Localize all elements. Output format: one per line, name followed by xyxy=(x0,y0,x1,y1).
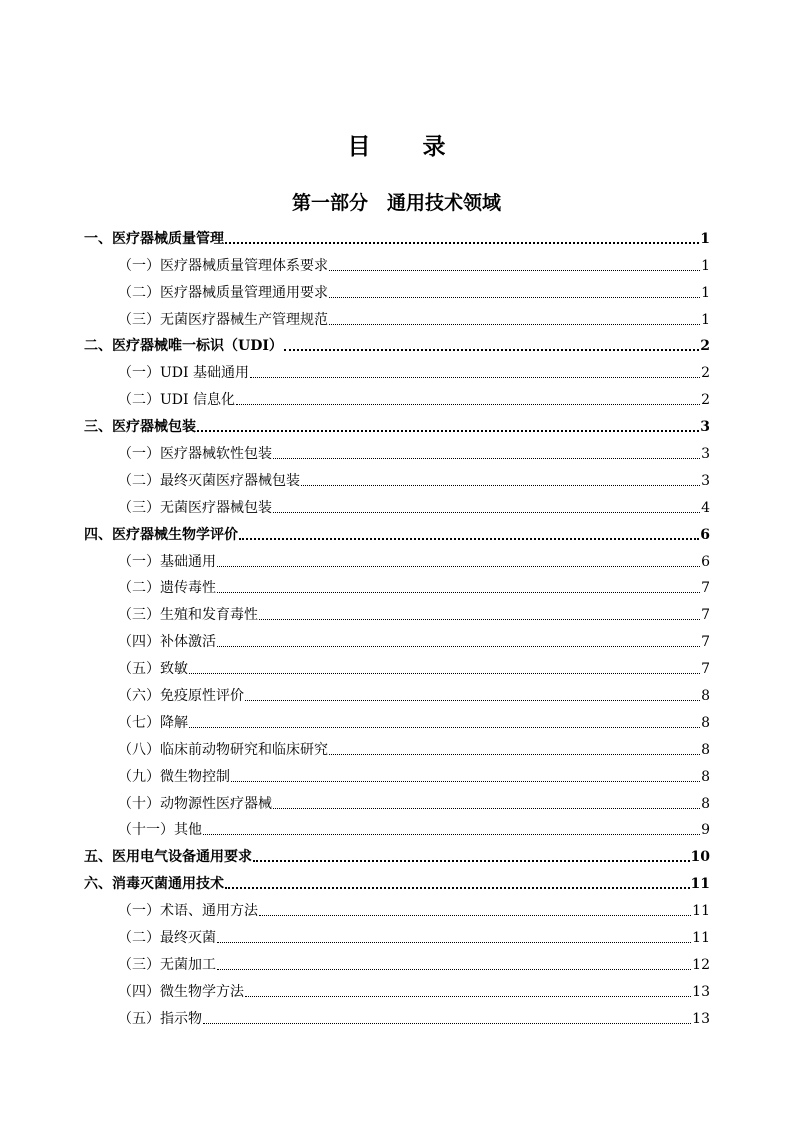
toc-page-number: 8 xyxy=(701,741,710,758)
toc-subsection-entry[interactable] xyxy=(84,1004,710,1031)
toc-entry-label: （一）医疗器械软性包装 xyxy=(118,446,272,463)
toc-entry-label: （七）降解 xyxy=(118,714,188,731)
toc-dot-leader xyxy=(197,430,699,432)
toc-dot-leader xyxy=(225,887,690,889)
toc-page-number: 1 xyxy=(700,230,710,247)
toc-dot-leader xyxy=(273,512,700,513)
toc-subsection-entry[interactable] xyxy=(84,466,710,493)
toc-page-number: 9 xyxy=(701,822,710,839)
toc-page-number: 8 xyxy=(701,795,710,812)
toc-page-number: 6 xyxy=(701,553,710,570)
toc-dot-leader xyxy=(273,808,700,809)
toc-section-entry[interactable] xyxy=(84,842,710,869)
toc-dot-leader xyxy=(231,781,700,782)
toc-dot-leader xyxy=(203,1023,691,1024)
toc-page-number: 1 xyxy=(701,257,710,274)
toc-entry-label: （八）临床前动物研究和临床研究 xyxy=(118,741,328,758)
toc-subsection-entry[interactable] xyxy=(84,600,710,627)
toc-page-number: 12 xyxy=(692,956,710,973)
toc-entry-label: （一）UDI 基础通用 xyxy=(118,365,250,382)
toc-page-number: 8 xyxy=(701,768,710,785)
toc-dot-leader xyxy=(217,646,700,647)
toc-subsection-entry[interactable] xyxy=(84,627,710,654)
toc-entry-label: （三）无菌医疗器械包装 xyxy=(118,499,272,516)
toc-entry-label: （二）医疗器械质量管理通用要求 xyxy=(118,284,328,301)
toc-dot-leader xyxy=(189,673,700,674)
toc-dot-leader xyxy=(284,349,699,351)
toc-section-entry[interactable] xyxy=(84,412,710,439)
toc-page-number: 11 xyxy=(692,903,710,920)
toc-entry-label: 四、医疗器械生物学评价 xyxy=(84,526,238,543)
toc-subsection-entry[interactable] xyxy=(84,923,710,950)
toc-entry-label: （一）医疗器械质量管理体系要求 xyxy=(118,257,328,274)
toc-page-number: 8 xyxy=(701,714,710,731)
toc-subsection-entry[interactable] xyxy=(84,708,710,735)
toc-page-number: 3 xyxy=(701,472,710,489)
toc-page-number: 10 xyxy=(690,849,710,866)
toc-page-number: 13 xyxy=(692,1010,710,1027)
toc-page-number: 6 xyxy=(700,526,710,543)
toc-page-number: 13 xyxy=(692,983,710,1000)
toc-entry-label: （十一）其他 xyxy=(118,822,202,839)
toc-subsection-entry[interactable] xyxy=(84,681,710,708)
toc-dot-leader xyxy=(239,538,699,540)
toc-title: 目 录 xyxy=(347,133,468,160)
table-of-contents xyxy=(84,224,710,1031)
toc-entry-label: （十）动物源性医疗器械 xyxy=(118,795,272,812)
toc-dot-leader xyxy=(259,915,691,916)
toc-entry-label: （五）指示物 xyxy=(118,1010,202,1027)
toc-page-number: 7 xyxy=(701,634,710,651)
toc-subsection-entry[interactable] xyxy=(84,950,710,977)
toc-page-number: 7 xyxy=(701,580,710,597)
toc-entry-label: （六）免疫原性评价 xyxy=(118,688,244,705)
toc-dot-leader xyxy=(301,485,700,486)
toc-page-number: 11 xyxy=(690,876,710,893)
toc-page-number: 11 xyxy=(692,930,710,947)
toc-page-number: 7 xyxy=(701,661,710,678)
toc-dot-leader xyxy=(329,754,700,755)
toc-dot-leader xyxy=(217,592,700,593)
toc-dot-leader xyxy=(245,996,691,997)
toc-section-entry[interactable] xyxy=(84,869,710,896)
toc-subsection-entry[interactable] xyxy=(84,251,710,278)
toc-entry-label: （四）补体激活 xyxy=(118,634,216,651)
toc-entry-label: （三）无菌加工 xyxy=(118,956,216,973)
toc-dot-leader xyxy=(217,969,691,970)
toc-entry-label: 六、消毒灭菌通用技术 xyxy=(84,876,224,893)
toc-entry-label: （三）生殖和发育毒性 xyxy=(118,607,258,624)
toc-dot-leader xyxy=(245,700,700,701)
toc-page-number: 4 xyxy=(701,499,710,516)
toc-entry-label: （五）致敏 xyxy=(118,661,188,678)
toc-dot-leader xyxy=(250,377,700,378)
toc-dot-leader xyxy=(329,297,700,298)
toc-subsection-entry[interactable] xyxy=(84,278,710,305)
toc-subsection-entry[interactable] xyxy=(84,358,710,385)
toc-entry-label: （一）术语、通用方法 xyxy=(118,903,258,920)
toc-subsection-entry[interactable] xyxy=(84,547,710,574)
toc-page-number: 1 xyxy=(701,284,710,301)
toc-page-number: 7 xyxy=(701,607,710,624)
toc-dot-leader xyxy=(217,942,691,943)
toc-subsection-entry[interactable] xyxy=(84,762,710,789)
toc-subsection-entry[interactable] xyxy=(84,896,710,923)
toc-entry-label: （四）微生物学方法 xyxy=(118,983,244,1000)
toc-entry-label: 五、医用电气设备通用要求 xyxy=(84,849,252,866)
toc-subsection-entry[interactable] xyxy=(84,816,710,843)
toc-entry-label: 一、医疗器械质量管理 xyxy=(84,230,224,247)
toc-page-number: 3 xyxy=(701,446,710,463)
toc-section-entry[interactable] xyxy=(84,520,710,547)
toc-section-entry[interactable] xyxy=(84,332,710,359)
toc-dot-leader xyxy=(236,404,700,405)
toc-subsection-entry[interactable] xyxy=(84,574,710,601)
toc-entry-label: （一）基础通用 xyxy=(118,553,216,570)
toc-dot-leader xyxy=(253,860,690,862)
toc-dot-leader xyxy=(259,619,700,620)
toc-subsection-entry[interactable] xyxy=(84,735,710,762)
toc-subsection-entry[interactable] xyxy=(84,385,710,412)
toc-dot-leader xyxy=(217,566,700,567)
toc-page-number: 1 xyxy=(701,311,710,328)
toc-section-entry[interactable] xyxy=(84,224,710,251)
toc-entry-label: （二）UDI 信息化 xyxy=(118,392,236,409)
toc-entry-label: 二、医疗器械唯一标识（UDI） xyxy=(84,338,283,355)
toc-entry-label: （二）最终灭菌医疗器械包装 xyxy=(118,472,300,489)
toc-dot-leader xyxy=(203,834,700,835)
toc-dot-leader xyxy=(329,270,700,271)
toc-dot-leader xyxy=(329,324,700,325)
toc-page-number: 2 xyxy=(701,365,710,382)
toc-page-number: 2 xyxy=(700,338,710,355)
toc-subsection-entry[interactable] xyxy=(84,789,710,816)
toc-page-number: 3 xyxy=(700,419,710,436)
toc-entry-label: 三、医疗器械包装 xyxy=(84,419,196,436)
part-title: 第一部分 通用技术领域 xyxy=(291,192,501,214)
toc-subsection-entry[interactable] xyxy=(84,439,710,466)
toc-entry-label: （二）最终灭菌 xyxy=(118,930,216,947)
toc-entry-label: （二）遗传毒性 xyxy=(118,580,216,597)
toc-subsection-entry[interactable] xyxy=(84,493,710,520)
toc-subsection-entry[interactable] xyxy=(84,305,710,332)
toc-page-number: 2 xyxy=(701,392,710,409)
toc-entry-label: （三）无菌医疗器械生产管理规范 xyxy=(118,311,328,328)
toc-dot-leader xyxy=(273,458,700,459)
toc-dot-leader xyxy=(189,727,700,728)
toc-entry-label: （九）微生物控制 xyxy=(118,768,230,785)
toc-dot-leader xyxy=(225,242,699,244)
toc-subsection-entry[interactable] xyxy=(84,654,710,681)
toc-subsection-entry[interactable] xyxy=(84,977,710,1004)
toc-page-number: 8 xyxy=(701,688,710,705)
